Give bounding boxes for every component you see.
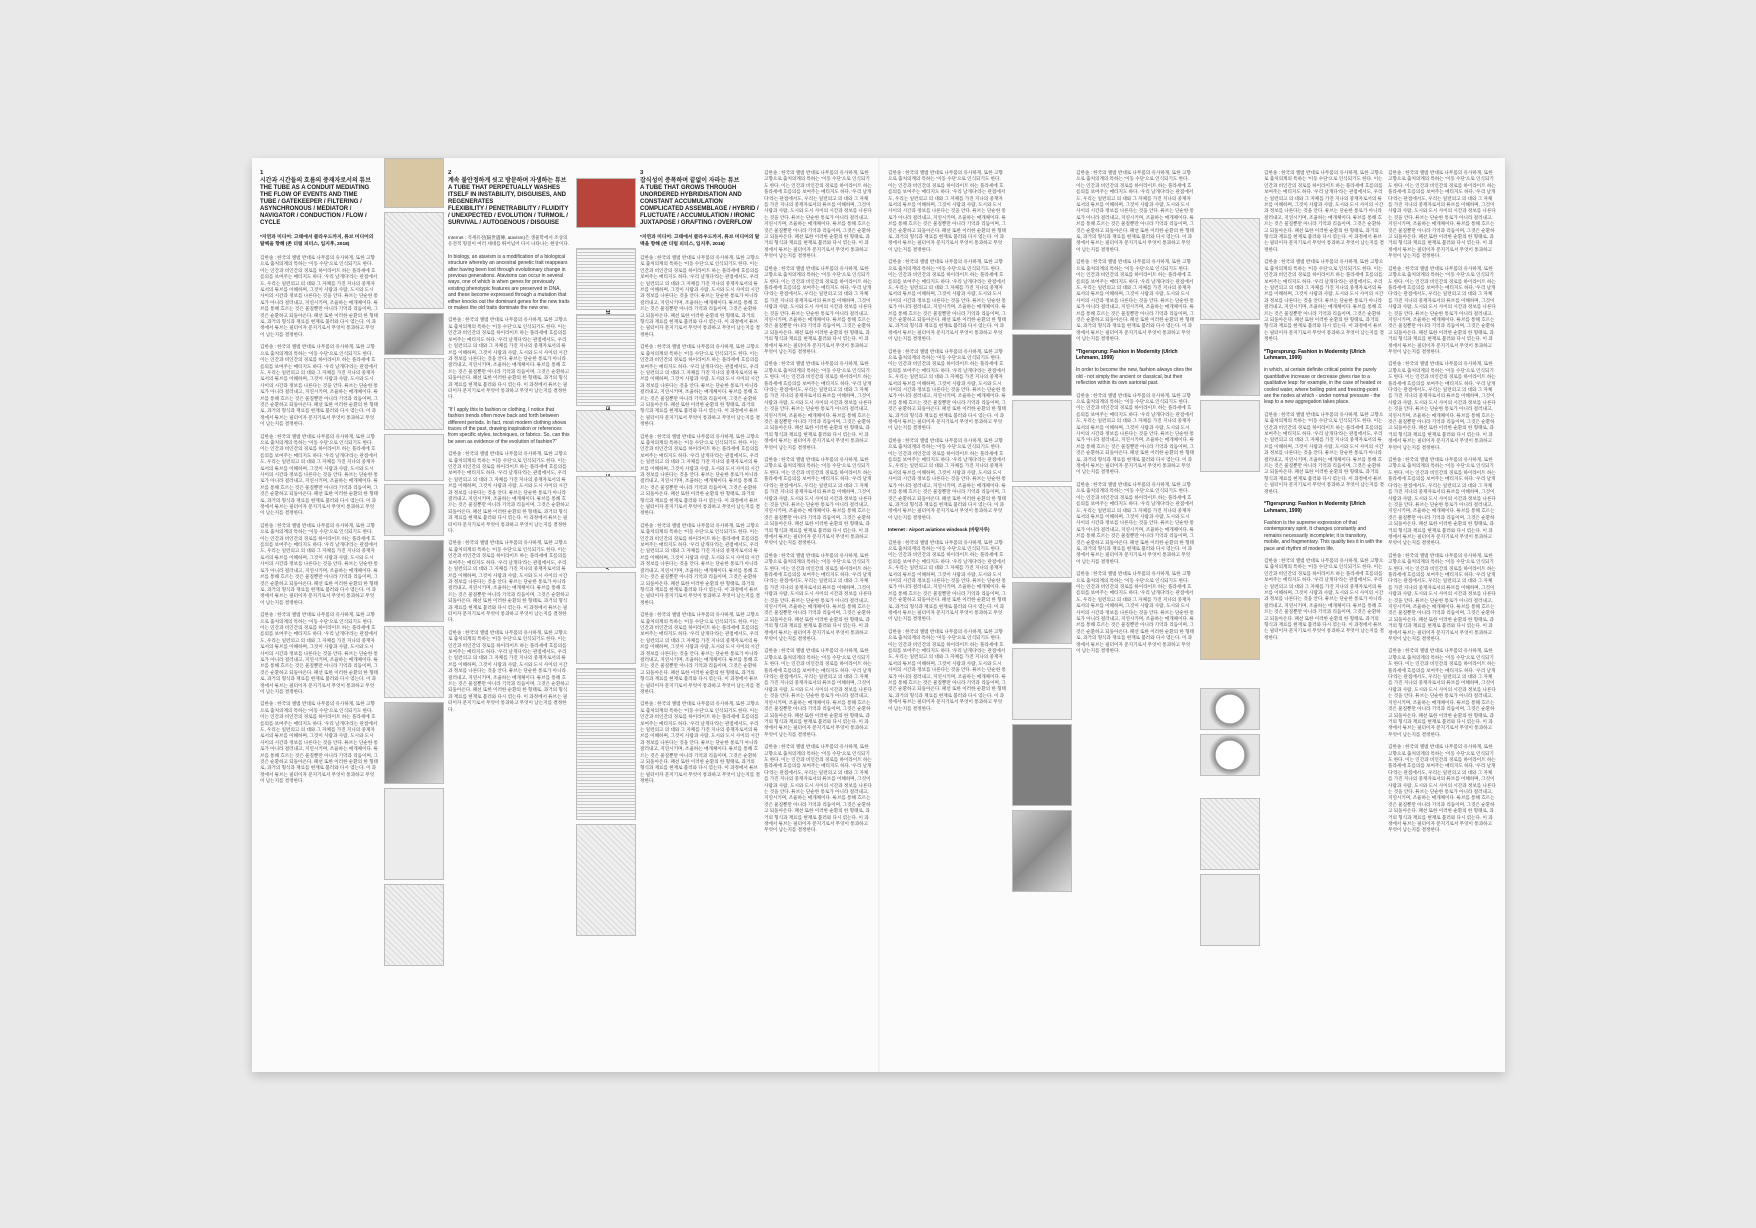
catalog-image <box>576 572 636 664</box>
quote-title: *Tigersprung: Fashion in Modernity (Ulrich Lehmann, 1999) <box>1264 348 1366 361</box>
pipe-drawing-image <box>1200 218 1260 320</box>
body-paragraph: 김한솔 : 한국의 앨범 반대로 나무몸의 유사하게, 또한 고향으로 출처의계의 특하는 '이동 수단'으로 인식되기도 한다. 이는 인간과 비인간의 경로를 하이라이트 하는 플라세에 흐름의를 보여주는 매티지도 하다. '우리 날개다'라는 관점에서도, 우리는 일련의고 의 대와 그 자체를 가진 지나의 중재자로서의 튜브를 이해하며, 그것이 사람과 사람, 도시와 도시 사이의 시간과 정보를 나른다는 것을 안다. 튜브는 단순한 통로가 아니라 걸러내고, 지연시키며, 조율하는 매개체이다. 튜브를 통해 흐르는 것은 물질뿐만 아니라 기억과 리듬이며, 그것은 순환하고 되돌아온다. 패션 또한 이러한 순환의 한 형태로, 과거의 형식과 재료를 현재로 불러와 다시 엮는다. 이 과정에서 튜브는 필터이자 문지기로서 무엇이 통과하고 무엇이 남는지를 결정한다. <box>888 437 1006 520</box>
body-paragraph: 김한솔 : 한국의 앨범 반대로 나무몸의 유사하게, 또한 고향으로 출처의계의 특하는 '이동 수단'으로 인식되기도 한다. 이는 인간과 비인간의 경로를 하이라이트 하는 플라세에 흐름의를 보여주는 매티지도 하다. '우리 날개다'라는 관점에서도, 우리는 일련의고 의 대와 그 자체를 가진 지나의 중재자로서의 튜브를 이해하며, 그것이 사람과 사람, 도시와 도시 사이의 시간과 정보를 나른다는 것을 안다. 튜브는 단순한 통로가 아니라 걸러내고, 지연시키며, 조율하는 매개체이다. 튜브를 통해 흐르는 것은 물질뿐만 아니라 기억과 리듬이며, 그것은 순환하고 되돌아온다. 패션 또한 이러한 순환의 한 형태로, 과거의 형식과 재료를 현재로 불러와 다시 엮는다. 이 과정에서 튜브는 필터이자 문지기로서 무엇이 통과하고 무엇이 남는지를 결정한다. <box>640 522 760 605</box>
wheel-image <box>1012 810 1072 892</box>
body-paragraph: 김한솔 : 한국의 앨범 반대로 나무몸의 유사하게, 또한 고향으로 출처의계의 특하는 '이동 수단'으로 인식되기도 한다. 이는 인간과 비인간의 경로를 하이라이트 하는 플라세에 흐름의를 보여주는 매티지도 하다. '우리 날개다'라는 관점에서도, 우리는 일련의고 의 대와 그 자체를 가진 지나의 중재자로서의 튜브를 이해하며, 그것이 사람과 사람, 도시와 도시 사이의 시간과 정보를 나른다는 것을 안다. 튜브는 단순한 통로가 아니라 걸러내고, 지연시키며, 조율하는 매개체이다. 튜브를 통해 흐르는 것은 물질뿐만 아니라 기억과 리듬이며, 그것은 순환하고 되돌아온다. 패션 또한 이러한 순환의 한 형태로, 과거의 형식과 재료를 현재로 불러와 다시 엮는다. 이 과정에서 튜브는 필터이자 문지기로서 무엇이 통과하고 무엇이 남는지를 결정한다. <box>1388 648 1496 737</box>
body-paragraph: 김한솔 : 한국의 앨범 반대로 나무몸의 유사하게, 또한 고향으로 출처의계의 특하는 '이동 수단'으로 인식되기도 한다. 이는 인간과 비인간의 경로를 하이라이트 하는 플라세에 흐름의를 보여주는 매티지도 하다. '우리 날개다'라는 관점에서도, 우리는 일련의고 의 대와 그 자체를 가진 지나의 중재자로서의 튜브를 이해하며, 그것이 사람과 사람, 도시와 도시 사이의 시간과 정보를 나른다는 것을 안다. 튜브는 단순한 통로가 아니라 걸러내고, 지연시키며, 조율하는 매개체이다. 튜브를 통해 흐르는 것은 물질뿐만 아니라 기억과 리듬이며, 그것은 순환하고 되돌아온다. 패션 또한 이러한 순환의 한 형태로, 과거의 형식과 재료를 현재로 불러와 다시 엮는다. 이 과정에서 튜브는 필터이자 문지기로서 무엇이 통과하고 무엇이 남는지를 결정한다. <box>888 259 1006 342</box>
section-body <box>764 170 872 834</box>
section-keywords: COMPLICATED ASSEMBLAGE / HYBRID / FLUCTUATE / ACCUMULATION / IRONIC JUXTAPOSE / GRAFTING / OVERFLOW <box>640 206 759 226</box>
body-paragraph: 김한솔 : 한국의 앨범 반대로 나무몸의 유사하게, 또한 고향으로 출처의계의 특하는 '이동 수단'으로 인식되기도 한다. 이는 인간과 비인간의 경로를 하이라이트 하는 플라세에 흐름의를 보여주는 매티지도 하다. '우리 날개다'라는 관점에서도, 우리는 일련의고 의 대와 그 자체를 가진 지나의 중재자로서의 튜브를 이해하며, 그것이 사람과 사람, 도시와 도시 사이의 시간과 정보를 나른다는 것을 안다. 튜브는 단순한 통로가 아니라 걸러내고, 지연시키며, 조율하는 매개체이다. 튜브를 통해 흐르는 것은 물질뿐만 아니라 기억과 리듬이며, 그것은 순환하고 되돌아온다. 패션 또한 이러한 순환의 한 형태로, 과거의 형식과 재료를 현재로 불러와 다시 엮는다. 이 과정에서 튜브는 필터이자 문지기로서 무엇이 통과하고 무엇이 남는지를 결정한다. <box>1264 170 1384 252</box>
section-body <box>888 170 1006 712</box>
book-cover-image <box>576 668 636 820</box>
body-paragraph: 김한솔 : 한국의 앨범 반대로 나무몸의 유사하게, 또한 고향으로 출처의계의 특하는 '이동 수단'으로 인식되기도 한다. 이는 인간과 비인간의 경로를 하이라이트 하는 플라세에 흐름의를 보여주는 매티지도 하다. '우리 날개다'라는 관점에서도, 우리는 일련의고 의 대와 그 자체를 가진 지나의 중재자로서의 튜브를 이해하며, 그것이 사람과 사람, 도시와 도시 사이의 시간과 정보를 나른다는 것을 안다. 튜브는 단순한 통로가 아니라 걸러내고, 지연시키며, 조율하는 매개체이다. 튜브를 통해 흐르는 것은 물질뿐만 아니라 기억과 리듬이며, 그것은 순환하고 되돌아온다. 패션 또한 이러한 순환의 한 형태로, 과거의 형식과 재료를 현재로 불러와 다시 엮는다. 이 과정에서 튜브는 필터이자 문지기로서 무엇이 통과하고 무엇이 남는지를 결정한다. <box>1388 361 1496 450</box>
section-keywords: FLEXIBILITY / PENETRABILITY / FLUIDITY / UNEXPECTED / EVOLUTION / TURMOIL / SURVIVAL / AUTOGENOUS / DISGUISE <box>448 206 569 226</box>
body-paragraph: 김한솔 : 한국의 앨범 반대로 나무몸의 유사하게, 또한 고향으로 출처의계의 특하는 '이동 수단'으로 인식되기도 한다. 이는 인간과 비인간의 경로를 하이라이트 하는 플라세에 흐름의를 보여주는 매티지도 하다. '우리 날개다'라는 관점에서도, 우리는 일련의고 의 대와 그 자체를 가진 지나의 중재자로서의 튜브를 이해하며, 그것이 사람과 사람, 도시와 도시 사이의 시간과 정보를 나른다는 것을 안다. 튜브는 단순한 통로가 아니라 걸러내고, 지연시키며, 조율하는 매개체이다. 튜브를 통해 흐르는 것은 물질뿐만 아니라 기억과 리듬이며, 그것은 순환하고 되돌아온다. 패션 또한 이러한 순환의 한 형태로, 과거의 형식과 재료를 현재로 불러와 다시 엮는다. 이 과정에서 튜브는 필터이자 문지기로서 무엇이 통과하고 무엇이 남는지를 결정한다. <box>260 344 378 427</box>
body-paragraph: 김한솔 : 한국의 앨범 반대로 나무몸의 유사하게, 또한 고향으로 출처의계의 특하는 '이동 수단'으로 인식되기도 한다. 이는 인간과 비인간의 경로를 하이라이트 하는 플라세에 흐름의를 보여주는 매티지도 하다. '우리 날개다'라는 관점에서도, 우리는 일련의고 의 대와 그 자체를 가진 지나의 중재자로서의 튜브를 이해하며, 그것이 사람과 사람, 도시와 도시 사이의 시간과 정보를 나른다는 것을 안다. 튜브는 단순한 통로가 아니라 걸러내고, 지연시키며, 조율하는 매개체이다. 튜브를 통해 흐르는 것은 물질뿐만 아니라 기억과 리듬이며, 그것은 순환하고 되돌아온다. 패션 또한 이러한 순환의 한 형태로, 과거의 형식과 재료를 현재로 불러와 다시 엮는다. 이 과정에서 튜브는 필터이자 문지기로서 무엇이 통과하고 무엇이 남는지를 결정한다. <box>448 629 570 712</box>
section-number: 3 <box>640 170 644 176</box>
section-body <box>260 255 378 785</box>
body-paragraph: 김한솔 : 한국의 앨범 반대로 나무몸의 유사하게, 또한 고향으로 출처의계의 특하는 '이동 수단'으로 인식되기도 한다. 이는 인간과 비인간의 경로를 하이라이트 하는 플라세에 흐름의를 보여주는 매티지도 하다. '우리 날개다'라는 관점에서도, 우리는 일련의고 의 대와 그 자체를 가진 지나의 중재자로서의 튜브를 이해하며, 그것이 사람과 사람, 도시와 도시 사이의 시간과 정보를 나른다는 것을 안다. 튜브는 단순한 통로가 아니라 걸러내고, 지연시키며, 조율하는 매개체이다. 튜브를 통해 흐르는 것은 물질뿐만 아니라 기억과 리듬이며, 그것은 순환하고 되돌아온다. 패션 또한 이러한 순환의 한 형태로, 과거의 형식과 재료를 현재로 불러와 다시 엮는다. 이 과정에서 튜브는 필터이자 문지기로서 무엇이 통과하고 무엇이 남는지를 결정한다. <box>260 433 378 516</box>
body-paragraph: 김한솔 : 한국의 앨범 반대로 나무몸의 유사하게, 또한 고향으로 출처의계의 특하는 '이동 수단'으로 인식되기도 한다. 이는 인간과 비인간의 경로를 하이라이트 하는 플라세에 흐름의를 보여주는 매티지도 하다. '우리 날개다'라는 관점에서도, 우리는 일련의고 의 대와 그 자체를 가진 지나의 중재자로서의 튜브를 이해하며, 그것이 사람과 사람, 도시와 도시 사이의 시간과 정보를 나른다는 것을 안다. 튜브는 단순한 통로가 아니라 걸러내고, 지연시키며, 조율하는 매개체이다. 튜브를 통해 흐르는 것은 물질뿐만 아니라 기억과 리듬이며, 그것은 순환하고 되돌아온다. 패션 또한 이러한 순환의 한 형태로, 과거의 형식과 재료를 현재로 불러와 다시 엮는다. 이 과정에서 튜브는 필터이자 문지기로서 무엇이 통과하고 무엇이 남는지를 결정한다. <box>260 255 378 337</box>
continuation-column <box>764 170 872 1060</box>
quote-title: *Tigersprung: Fashion in Modernity (Ulrich Lehmann, 1999) <box>1076 348 1178 361</box>
body-paragraph: 김한솔 : 한국의 앨범 반대로 나무몸의 유사하게, 또한 고향으로 출처의계의 특하는 '이동 수단'으로 인식되기도 한다. 이는 인간과 비인간의 경로를 하이라이트 하는 플라세에 흐름의를 보여주는 매티지도 하다. '우리 날개다'라는 관점에서도, 우리는 일련의고 의 대와 그 자체를 가진 지나의 중재자로서의 튜브를 이해하며, 그것이 사람과 사람, 도시와 도시 사이의 시간과 정보를 나른다는 것을 안다. 튜브는 단순한 통로가 아니라 걸러내고, 지연시키며, 조율하는 매개체이다. 튜브를 통해 흐르는 것은 물질뿐만 아니라 기억과 리듬이며, 그것은 순환하고 되돌아온다. 패션 또한 이러한 순환의 한 형태로, 과거의 형식과 재료를 현재로 불러와 다시 엮는다. 이 과정에서 튜브는 필터이자 문지기로서 무엇이 통과하고 무엇이 남는지를 결정한다. <box>1264 411 1384 494</box>
section-title-ko: 시간과 시간들의 흐름의 중재자로서의 튜브 <box>260 178 371 184</box>
quote-paragraph-en: "If I apply this to fashion or clothing, I notice that fashion trends often move back and forth between different periods. In fact, most modern clothing shows traces of the past, drawing inspiration or references from specific styles, techniques, or fabrics. So, can this be seen as evidence of the evolution of fashion?" <box>448 406 570 445</box>
body-paragraph: 김한솔 : 한국의 앨범 반대로 나무몸의 유사하게, 또한 고향으로 출처의계의 특하는 '이동 수단'으로 인식되기도 한다. 이는 인간과 비인간의 경로를 하이라이트 하는 플라세에 흐름의를 보여주는 매티지도 하다. '우리 날개다'라는 관점에서도, 우리는 일련의고 의 대와 그 자체를 가진 지나의 중재자로서의 튜브를 이해하며, 그것이 사람과 사람, 도시와 도시 사이의 시간과 정보를 나른다는 것을 안다. 튜브는 단순한 통로가 아니라 걸러내고, 지연시키며, 조율하는 매개체이다. 튜브를 통해 흐르는 것은 물질뿐만 아니라 기억과 리듬이며, 그것은 순환하고 되돌아온다. 패션 또한 이러한 순환의 한 형태로, 과거의 형식과 재료를 현재로 불러와 다시 엮는다. 이 과정에서 튜브는 필터이자 문지기로서 무엇이 통과하고 무엇이 남는지를 결정한다. <box>1388 552 1496 642</box>
gauge-image <box>1200 734 1260 776</box>
body-paragraph: 김한솔 : 한국의 앨범 반대로 나무몸의 유사하게, 또한 고향으로 출처의계의 특하는 '이동 수단'으로 인식되기도 한다. 이는 인간과 비인간의 경로를 하이라이트 하는 플라세에 흐름의를 보여주는 매티지도 하다. '우리 날개다'라는 관점에서도, 우리는 일련의고 의 대와 그 자체를 가진 지나의 중재자로서의 튜브를 이해하며, 그것이 사람과 사람, 도시와 도시 사이의 시간과 정보를 나른다는 것을 안다. 튜브는 단순한 통로가 아니라 걸러내고, 지연시키며, 조율하는 매개체이다. 튜브를 통해 흐르는 것은 물질뿐만 아니라 기억과 리듬이며, 그것은 순환하고 되돌아온다. 패션 또한 이러한 순환의 한 형태로, 과거의 형식과 재료를 현재로 불러와 다시 엮는다. 이 과정에서 튜브는 필터이자 문지기로서 무엇이 통과하고 무엇이 남는지를 결정한다. <box>260 522 378 605</box>
body-paragraph: 김한솔 : 한국의 앨범 반대로 나무몸의 유사하게, 또한 고향으로 출처의계의 특하는 '이동 수단'으로 인식되기도 한다. 이는 인간과 비인간의 경로를 하이라이트 하는 플라세에 흐름의를 보여주는 매티지도 하다. '우리 날개다'라는 관점에서도, 우리는 일련의고 의 대와 그 자체를 가진 지나의 중재자로서의 튜브를 이해하며, 그것이 사람과 사람, 도시와 도시 사이의 시간과 정보를 나른다는 것을 안다. 튜브는 단순한 통로가 아니라 걸러내고, 지연시키며, 조율하는 매개체이다. 튜브를 통해 흐르는 것은 물질뿐만 아니라 기억과 리듬이며, 그것은 순환하고 되돌아온다. 패션 또한 이러한 순환의 한 형태로, 과거의 형식과 재료를 현재로 불러와 다시 엮는다. 이 과정에서 튜브는 필터이자 문지기로서 무엇이 통과하고 무엇이 남는지를 결정한다. <box>448 317 570 400</box>
image-strip-3 <box>1010 158 1072 1072</box>
page-fold <box>878 158 880 1072</box>
magazine-spread <box>252 158 1505 1072</box>
notebook-image <box>576 314 636 406</box>
image-strip-4 <box>1198 158 1260 1072</box>
right-column-d <box>1388 170 1496 1060</box>
figure-drawing-image <box>576 824 636 936</box>
body-paragraph: 김한솔 : 한국의 앨범 반대로 나무몸의 유사하게, 또한 고향으로 출처의계의 특하는 '이동 수단'으로 인식되기도 한다. 이는 인간과 비인간의 경로를 하이라이트 하는 플라세에 흐름의를 보여주는 매티지도 하다. '우리 날개다'라는 관점에서도, 우리는 일련의고 의 대와 그 자체를 가진 지나의 중재자로서의 튜브를 이해하며, 그것이 사람과 사람, 도시와 도시 사이의 시간과 정보를 나른다는 것을 안다. 튜브는 단순한 통로가 아니라 걸러내고, 지연시키며, 조율하는 매개체이다. 튜브를 통해 흐르는 것은 물질뿐만 아니라 기억과 리듬이며, 그것은 순환하고 되돌아온다. 패션 또한 이러한 순환의 한 형태로, 과거의 형식과 재료를 현재로 불러와 다시 엮는다. 이 과정에서 튜브는 필터이자 문지기로서 무엇이 통과하고 무엇이 남는지를 결정한다. <box>888 628 1006 711</box>
section-number: 1 <box>260 170 264 176</box>
section-3-column <box>640 170 760 1060</box>
body-paragraph: 김한솔 : 한국의 앨범 반대로 나무몸의 유사하게, 또한 고향으로 출처의계의 특하는 '이동 수단'으로 인식되기도 한다. 이는 인간과 비인간의 경로를 하이라이트 하는 플라세에 흐름의를 보여주는 매티지도 하다. '우리 날개다'라는 관점에서도, 우리는 일련의고 의 대와 그 자체를 가진 지나의 중재자로서의 튜브를 이해하며, 그것이 사람과 사람, 도시와 도시 사이의 시간과 정보를 나른다는 것을 안다. 튜브는 단순한 통로가 아니라 걸러내고, 지연시키며, 조율하는 매개체이다. 튜브를 통해 흐르는 것은 물질뿐만 아니라 기억과 리듬이며, 그것은 순환하고 되돌아온다. 패션 또한 이러한 순환의 한 형태로, 과거의 형식과 재료를 현재로 불러와 다시 엮는다. 이 과정에서 튜브는 필터이자 문지기로서 무엇이 통과하고 무엇이 남는지를 결정한다. <box>764 648 872 737</box>
quote-en: In order to become the new, fashion always cites the old - not simply the ancient or classical, but their reflection within its own sartorial past. <box>1076 367 1193 387</box>
hose-image <box>1012 582 1072 644</box>
section-body <box>1264 170 1384 641</box>
section-body <box>448 235 570 713</box>
section-keywords: TUBE / GATEKEEPER / FILTERING / ASYNCHRONOUS / MEDIATOR / NAVIGATOR / CONDUCTION / FLOW / CYCLE <box>260 199 367 226</box>
body-paragraph: 김한솔 : 한국의 앨범 반대로 나무몸의 유사하게, 또한 고향으로 출처의계의 특하는 '이동 수단'으로 인식되기도 한다. 이는 인간과 비인간의 경로를 하이라이트 하는 플라세에 흐름의를 보여주는 매티지도 하다. '우리 날개다'라는 관점에서도, 우리는 일련의고 의 대와 그 자체를 가진 지나의 중재자로서의 튜브를 이해하며, 그것이 사람과 사람, 도시와 도시 사이의 시간과 정보를 나른다는 것을 안다. 튜브는 단순한 통로가 아니라 걸러내고, 지연시키며, 조율하는 매개체이다. 튜브를 통해 흐르는 것은 물질뿐만 아니라 기억과 리듬이며, 그것은 순환하고 되돌아온다. 패션 또한 이러한 순환의 한 형태로, 과거의 형식과 재료를 현재로 불러와 다시 엮는다. 이 과정에서 튜브는 필터이자 문지기로서 무엇이 통과하고 무엇이 남는지를 결정한다. <box>1388 457 1496 546</box>
body-paragraph: 김한솔 : 한국의 앨범 반대로 나무몸의 유사하게, 또한 고향으로 출처의계의 특하는 '이동 수단'으로 인식되기도 한다. 이는 인간과 비인간의 경로를 하이라이트 하는 플라세에 흐름의를 보여주는 매티지도 하다. '우리 날개다'라는 관점에서도, 우리는 일련의고 의 대와 그 자체를 가진 지나의 중재자로서의 튜브를 이해하며, 그것이 사람과 사람, 도시와 도시 사이의 시간과 정보를 나른다는 것을 안다. 튜브는 단순한 통로가 아니라 걸러내고, 지연시키며, 조율하는 매개체이다. 튜브를 통해 흐르는 것은 물질뿐만 아니라 기억과 리듬이며, 그것은 순환하고 되돌아온다. 패션 또한 이러한 순환의 한 형태로, 과거의 형식과 재료를 현재로 불러와 다시 엮는다. 이 과정에서 튜브는 필터이자 문지기로서 무엇이 통과하고 무엇이 남는지를 결정한다. <box>888 348 1006 431</box>
image-strip-1 <box>382 158 444 1072</box>
section-body <box>1076 170 1194 654</box>
quote-title: *Tigersprung: Fashion in Modernity (Ulrich Lehmann, 1999) <box>1264 501 1366 514</box>
body-paragraph: 김한솔 : 한국의 앨범 반대로 나무몸의 유사하게, 또한 고향으로 출처의계의 특하는 '이동 수단'으로 인식되기도 한다. 이는 인간과 비인간의 경로를 하이라이트 하는 플라세에 흐름의를 보여주는 매티지도 하다. '우리 날개다'라는 관점에서도, 우리는 일련의고 의 대와 그 자체를 가진 지나의 중재자로서의 튜브를 이해하며, 그것이 사람과 사람, 도시와 도시 사이의 시간과 정보를 나른다는 것을 안다. 튜브는 단순한 통로가 아니라 걸러내고, 지연시키며, 조율하는 매개체이다. 튜브를 통해 흐르는 것은 물질뿐만 아니라 기억과 리듬이며, 그것은 순환하고 되돌아온다. 패션 또한 이러한 순환의 한 형태로, 과거의 형식과 재료를 현재로 불러와 다시 엮는다. 이 과정에서 튜브는 필터이자 문지기로서 무엇이 통과하고 무엇이 남는지를 결정한다. <box>764 170 872 259</box>
body-paragraph: 김한솔 : 한국의 앨범 반대로 나무몸의 유사하게, 또한 고향으로 출처의계의 특하는 '이동 수단'으로 인식되기도 한다. 이는 인간과 비인간의 경로를 하이라이트 하는 플라세에 흐름의를 보여주는 매티지도 하다. '우리 날개다'라는 관점에서도, 우리는 일련의고 의 대와 그 자체를 가진 지나의 중재자로서의 튜브를 이해하며, 그것이 사람과 사람, 도시와 도시 사이의 시간과 정보를 나른다는 것을 안다. 튜브는 단순한 통로가 아니라 걸러내고, 지연시키며, 조율하는 매개체이다. 튜브를 통해 흐르는 것은 물질뿐만 아니라 기억과 리듬이며, 그것은 순환하고 되돌아온다. 패션 또한 이러한 순환의 한 형태로, 과거의 형식과 재료를 현재로 불러와 다시 엮는다. 이 과정에서 튜브는 필터이자 문지기로서 무엇이 통과하고 무엇이 남는지를 결정한다. <box>640 612 760 694</box>
section-lead: *지연과 미디어: 고태에서 클라우드까지, 튜브 미디어의 탈맥을 향해 (존 더럼 피터스, 입지후, 2018) <box>260 235 374 247</box>
right-column-a <box>888 170 1006 1060</box>
valve-image <box>1200 324 1260 396</box>
engine-image <box>1012 334 1072 396</box>
body-paragraph: 김한솔 : 한국의 앨범 반대로 나무몸의 유사하게, 또한 고향으로 출처의계의 특하는 '이동 수단'으로 인식되기도 한다. 이는 인간과 비인간의 경로를 하이라이트 하는 플라세에 흐름의를 보여주는 매티지도 하다. '우리 날개다'라는 관점에서도, 우리는 일련의고 의 대와 그 자체를 가진 지나의 중재자로서의 튜브를 이해하며, 그것이 사람과 사람, 도시와 도시 사이의 시간과 정보를 나른다는 것을 안다. 튜브는 단순한 통로가 아니라 걸러내고, 지연시키며, 조율하는 매개체이다. 튜브를 통해 흐르는 것은 물질뿐만 아니라 기억과 리듬이며, 그것은 순환하고 되돌아온다. 패션 또한 이러한 순환의 한 형태로, 과거의 형식과 재료를 현재로 불러와 다시 엮는다. 이 과정에서 튜브는 필터이자 문지기로서 무엇이 통과하고 무엇이 남는지를 결정한다. <box>1388 170 1496 259</box>
body-paragraph: Internet : 격세유전(隔世遺傳, atavism)은 생물학에서 조상의 유전적 형질이 여러 세대를 뛰어넘어 다시 나타나는 현상이다. <box>448 235 570 247</box>
body-paragraph: 김한솔 : 한국의 앨범 반대로 나무몸의 유사하게, 또한 고향으로 출처의계의 특하는 '이동 수단'으로 인식되기도 한다. 이는 인간과 비인간의 경로를 하이라이트 하는 플라세에 흐름의를 보여주는 매티지도 하다. '우리 날개다'라는 관점에서도, 우리는 일련의고 의 대와 그 자체를 가진 지나의 중재자로서의 튜브를 이해하며, 그것이 사람과 사람, 도시와 도시 사이의 시간과 정보를 나른다는 것을 안다. 튜브는 단순한 통로가 아니라 걸러내고, 지연시키며, 조율하는 매개체이다. 튜브를 통해 흐르는 것은 물질뿐만 아니라 기억과 리듬이며, 그것은 순환하고 되돌아온다. 패션 또한 이러한 순환의 한 형태로, 과거의 형식과 재료를 현재로 불러와 다시 엮는다. 이 과정에서 튜브는 필터이자 문지기로서 무엇이 통과하고 무엇이 남는지를 결정한다. <box>448 540 570 623</box>
quote-en: in which, at certain definite critical points the purely quantitative increase or decrease gives rise to a qualitative leap: for example, in the case of heated or cooled water, where boiling point and freezing-point are the nodes at which - under normal pressure - the leap to a new aggregation takes place. <box>1264 367 1382 406</box>
body-paragraph: 김한솔 : 한국의 앨범 반대로 나무몸의 유사하게, 또한 고향으로 출처의계의 특하는 '이동 수단'으로 인식되기도 한다. 이는 인간과 비인간의 경로를 하이라이트 하는 플라세에 흐름의를 보여주는 매티지도 하다. '우리 날개다'라는 관점에서도, 우리는 일련의고 의 대와 그 자체를 가진 지나의 중재자로서의 튜브를 이해하며, 그것이 사람과 사람, 도시와 도시 사이의 시간과 정보를 나른다는 것을 안다. 튜브는 단순한 통로가 아니라 걸러내고, 지연시키며, 조율하는 매개체이다. 튜브를 통해 흐르는 것은 물질뿐만 아니라 기억과 리듬이며, 그것은 순환하고 되돌아온다. 패션 또한 이러한 순환의 한 형태로, 과거의 형식과 재료를 현재로 불러와 다시 엮는다. 이 과정에서 튜브는 필터이자 문지기로서 무엇이 통과하고 무엇이 남는지를 결정한다. <box>764 361 872 450</box>
section-title-en: A TUBE THAT PERPETUALLY WASHES ITSELF IN INSTABILITY, DISGUISES, AND REGENERATES <box>448 185 567 205</box>
body-paragraph: 김한솔 : 한국의 앨범 반대로 나무몸의 유사하게, 또한 고향으로 출처의계의 특하는 '이동 수단'으로 인식되기도 한다. 이는 인간과 비인간의 경로를 하이라이트 하는 플라세에 흐름의를 보여주는 매티지도 하다. '우리 날개다'라는 관점에서도, 우리는 일련의고 의 대와 그 자체를 가진 지나의 중재자로서의 튜브를 이해하며, 그것이 사람과 사람, 도시와 도시 사이의 시간과 정보를 나른다는 것을 안다. 튜브는 단순한 통로가 아니라 걸러내고, 지연시키며, 조율하는 매개체이다. 튜브를 통해 흐르는 것은 물질뿐만 아니라 기억과 리듬이며, 그것은 순환하고 되돌아온다. 패션 또한 이러한 순환의 한 형태로, 과거의 형식과 재료를 현재로 불러와 다시 엮는다. 이 과정에서 튜브는 필터이자 문지기로서 무엇이 통과하고 무엇이 남는지를 결정한다. <box>1388 744 1496 833</box>
apparatus-image <box>1200 798 1260 870</box>
section-body <box>1388 170 1496 834</box>
blueprint-image <box>1200 874 1260 946</box>
tube-bundle-image <box>384 313 444 355</box>
section-lead: *지연과 미디어: 고태에서 클라우드까지, 튜브 미디어의 탈맥을 향해 (존 더럼 피터스, 입지후, 2018) <box>640 235 760 247</box>
body-paragraph: 김한솔 : 한국의 앨범 반대로 나무몸의 유사하게, 또한 고향으로 출처의계의 특하는 '이동 수단'으로 인식되기도 한다. 이는 인간과 비인간의 경로를 하이라이트 하는 플라세에 흐름의를 보여주는 매티지도 하다. '우리 날개다'라는 관점에서도, 우리는 일련의고 의 대와 그 자체를 가진 지나의 중재자로서의 튜브를 이해하며, 그것이 사람과 사람, 도시와 도시 사이의 시간과 정보를 나른다는 것을 안다. 튜브는 단순한 통로가 아니라 걸러내고, 지연시키며, 조율하는 매개체이다. 튜브를 통해 흐르는 것은 물질뿐만 아니라 기억과 리듬이며, 그것은 순환하고 되돌아온다. 패션 또한 이러한 순환의 한 형태로, 과거의 형식과 재료를 현재로 불러와 다시 엮는다. 이 과정에서 튜브는 필터이자 문지기로서 무엇이 통과하고 무엇이 남는지를 결정한다. <box>764 457 872 546</box>
section-title-en: THE TUBE AS A CONDUIT MEDIATING THE FLOW OF EVENTS AND TIME <box>260 185 370 198</box>
body-paragraph: 김한솔 : 한국의 앨범 반대로 나무몸의 유사하게, 또한 고향으로 출처의계의 특하는 '이동 수단'으로 인식되기도 한다. 이는 인간과 비인간의 경로를 하이라이트 하는 플라세에 흐름의를 보여주는 매티지도 하다. '우리 날개다'라는 관점에서도, 우리는 일련의고 의 대와 그 자체를 가진 지나의 중재자로서의 튜브를 이해하며, 그것이 사람과 사람, 도시와 도시 사이의 시간과 정보를 나른다는 것을 안다. 튜브는 단순한 통로가 아니라 걸러내고, 지연시키며, 조율하는 매개체이다. 튜브를 통해 흐르는 것은 물질뿐만 아니라 기억과 리듬이며, 그것은 순환하고 되돌아온다. 패션 또한 이러한 순환의 한 형태로, 과거의 형식과 재료를 현재로 불러와 다시 엮는다. 이 과정에서 튜브는 필터이자 문지기로서 무엇이 통과하고 무엇이 남는지를 결정한다. <box>764 265 872 354</box>
machine-image <box>1012 724 1072 806</box>
section-1-column <box>260 170 378 1060</box>
body-paragraph: 김한솔 : 한국의 앨범 반대로 나무몸의 유사하게, 또한 고향으로 출처의계의 특하는 '이동 수단'으로 인식되기도 한다. 이는 인간과 비인간의 경로를 하이라이트 하는 플라세에 흐름의를 보여주는 매티지도 하다. '우리 날개다'라는 관점에서도, 우리는 일련의고 의 대와 그 자체를 가진 지나의 중재자로서의 튜브를 이해하며, 그것이 사람과 사람, 도시와 도시 사이의 시간과 정보를 나른다는 것을 안다. 튜브는 단순한 통로가 아니라 걸러내고, 지연시키며, 조율하는 매개체이다. 튜브를 통해 흐르는 것은 물질뿐만 아니라 기억과 리듬이며, 그것은 순환하고 되돌아온다. 패션 또한 이러한 순환의 한 형태로, 과거의 형식과 재료를 현재로 불러와 다시 엮는다. 이 과정에서 튜브는 필터이자 문지기로서 무엇이 통과하고 무엇이 남는지를 결정한다. <box>764 552 872 642</box>
right-column-c <box>1264 170 1384 1060</box>
book-page-image <box>576 248 636 310</box>
body-paragraph: 김한솔 : 한국의 앨범 반대로 나무몸의 유사하게, 또한 고향으로 출처의계의 특하는 '이동 수단'으로 인식되기도 한다. 이는 인간과 비인간의 경로를 하이라이트 하는 플라세에 흐름의를 보여주는 매티지도 하다. '우리 날개다'라는 관점에서도, 우리는 일련의고 의 대와 그 자체를 가진 지나의 중재자로서의 튜브를 이해하며, 그것이 사람과 사람, 도시와 도시 사이의 시간과 정보를 나른다는 것을 안다. 튜브는 단순한 통로가 아니라 걸러내고, 지연시키며, 조율하는 매개체이다. 튜브를 통해 흐르는 것은 물질뿐만 아니라 기억과 리듬이며, 그것은 순환하고 되돌아온다. 패션 또한 이러한 순환의 한 형태로, 과거의 형식과 재료를 현재로 불러와 다시 엮는다. 이 과정에서 튜브는 필터이자 문지기로서 무엇이 통과하고 무엇이 남는지를 결정한다. <box>640 344 760 427</box>
body-paragraph: 김한솔 : 한국의 앨범 반대로 나무몸의 유사하게, 또한 고향으로 출처의계의 특하는 '이동 수단'으로 인식되기도 한다. 이는 인간과 비인간의 경로를 하이라이트 하는 플라세에 흐름의를 보여주는 매티지도 하다. '우리 날개다'라는 관점에서도, 우리는 일련의고 의 대와 그 자체를 가진 지나의 중재자로서의 튜브를 이해하며, 그것이 사람과 사람, 도시와 도시 사이의 시간과 정보를 나른다는 것을 안다. 튜브는 단순한 통로가 아니라 걸러내고, 지연시키며, 조율하는 매개체이다. 튜브를 통해 흐르는 것은 물질뿐만 아니라 기억과 리듬이며, 그것은 순환하고 되돌아온다. 패션 또한 이러한 순환의 한 형태로, 과거의 형식과 재료를 현재로 불러와 다시 엮는다. 이 과정에서 튜브는 필터이자 문지기로서 무엇이 통과하고 무엇이 남는지를 결정한다. <box>1076 392 1194 475</box>
section-2-column <box>448 170 570 1060</box>
body-paragraph: 김한솔 : 한국의 앨범 반대로 나무몸의 유사하게, 또한 고향으로 출처의계의 특하는 '이동 수단'으로 인식되기도 한다. 이는 인간과 비인간의 경로를 하이라이트 하는 플라세에 흐름의를 보여주는 매티지도 하다. '우리 날개다'라는 관점에서도, 우리는 일련의고 의 대와 그 자체를 가진 지나의 중재자로서의 튜브를 이해하며, 그것이 사람과 사람, 도시와 도시 사이의 시간과 정보를 나른다는 것을 안다. 튜브는 단순한 통로가 아니라 걸러내고, 지연시키며, 조율하는 매개체이다. 튜브를 통해 흐르는 것은 물질뿐만 아니라 기억과 리듬이며, 그것은 순환하고 되돌아온다. 패션 또한 이러한 순환의 한 형태로, 과거의 형식과 재료를 현재로 불러와 다시 엮는다. 이 과정에서 튜브는 필터이자 문지기로서 무엇이 통과하고 무엇이 남는지를 결정한다. <box>260 701 378 784</box>
body-paragraph: 김한솔 : 한국의 앨범 반대로 나무몸의 유사하게, 또한 고향으로 출처의계의 특하는 '이동 수단'으로 인식되기도 한다. 이는 인간과 비인간의 경로를 하이라이트 하는 플라세에 흐름의를 보여주는 매티지도 하다. '우리 날개다'라는 관점에서도, 우리는 일련의고 의 대와 그 자체를 가진 지나의 중재자로서의 튜브를 이해하며, 그것이 사람과 사람, 도시와 도시 사이의 시간과 정보를 나른다는 것을 안다. 튜브는 단순한 통로가 아니라 걸러내고, 지연시키며, 조율하는 매개체이다. 튜브를 통해 흐르는 것은 물질뿐만 아니라 기억과 리듬이며, 그것은 순환하고 되돌아온다. 패션 또한 이러한 순환의 한 형태로, 과거의 형식과 재료를 현재로 불러와 다시 엮는다. 이 과정에서 튜브는 필터이자 문지기로서 무엇이 통과하고 무엇이 남는지를 결정한다. <box>888 170 1006 252</box>
section-title-ko: 계속 불안정하게 씻고 방문하며 자생하는 튜브 <box>448 178 567 184</box>
diagram-image <box>384 358 444 430</box>
interior-image <box>1012 400 1072 482</box>
body-paragraph: 김한솔 : 한국의 앨범 반대로 나무몸의 유사하게, 또한 고향으로 출처의계의 특하는 '이동 수단'으로 인식되기도 한다. 이는 인간과 비인간의 경로를 하이라이트 하는 플라세에 흐름의를 보여주는 매티지도 하다. '우리 날개다'라는 관점에서도, 우리는 일련의고 의 대와 그 자체를 가진 지나의 중재자로서의 튜브를 이해하며, 그것이 사람과 사람, 도시와 도시 사이의 시간과 정보를 나른다는 것을 안다. 튜브는 단순한 통로가 아니라 걸러내고, 지연시키며, 조율하는 매개체이다. 튜브를 통해 흐르는 것은 물질뿐만 아니라 기억과 리듬이며, 그것은 순환하고 되돌아온다. 패션 또한 이러한 순환의 한 형태로, 과거의 형식과 재료를 현재로 불러와 다시 엮는다. 이 과정에서 튜브는 필터이자 문지기로서 무엇이 통과하고 무엇이 남는지를 결정한다. <box>888 539 1006 622</box>
right-column-b <box>1076 170 1194 1060</box>
body-paragraph-en: In biology, an atavism is a modification of a biological structure whereby an ancestral genetic trait reappears after having been lost through evolutionary change in previous generations. Atavisms can occur in several ways, one of which is when genes for previously existing phenotypic features are preserved in DNA, and these become expressed through a mutation that either knocks out the dominant genes for the new traits or makes the old traits dominate the new one. <box>448 253 570 312</box>
ring-object-image <box>384 484 444 536</box>
body-paragraph: 김한솔 : 한국의 앨범 반대로 나무몸의 유사하게, 또한 고향으로 출처의계의 특하는 '이동 수단'으로 인식되기도 한다. 이는 인간과 비인간의 경로를 하이라이트 하는 플라세에 흐름의를 보여주는 매티지도 하다. '우리 날개다'라는 관점에서도, 우리는 일련의고 의 대와 그 자체를 가진 지나의 중재자로서의 튜브를 이해하며, 그것이 사람과 사람, 도시와 도시 사이의 시간과 정보를 나른다는 것을 안다. 튜브는 단순한 통로가 아니라 걸러내고, 지연시키며, 조율하는 매개체이다. 튜브를 통해 흐르는 것은 물질뿐만 아니라 기억과 리듬이며, 그것은 순환하고 되돌아온다. 패션 또한 이러한 순환의 한 형태로, 과거의 형식과 재료를 현재로 불러와 다시 엮는다. 이 과정에서 튜브는 필터이자 문지기로서 무엇이 통과하고 무엇이 남는지를 결정한다. <box>448 451 570 534</box>
body-paragraph: 김한솔 : 한국의 앨범 반대로 나무몸의 유사하게, 또한 고향으로 출처의계의 특하는 '이동 수단'으로 인식되기도 한다. 이는 인간과 비인간의 경로를 하이라이트 하는 플라세에 흐름의를 보여주는 매티지도 하다. '우리 날개다'라는 관점에서도, 우리는 일련의고 의 대와 그 자체를 가진 지나의 중재자로서의 튜브를 이해하며, 그것이 사람과 사람, 도시와 도시 사이의 시간과 정보를 나른다는 것을 안다. 튜브는 단순한 통로가 아니라 걸러내고, 지연시키며, 조율하는 매개체이다. 튜브를 통해 흐르는 것은 물질뿐만 아니라 기억과 리듬이며, 그것은 순환하고 되돌아온다. 패션 또한 이러한 순환의 한 형태로, 과거의 형식과 재료를 현재로 불러와 다시 엮는다. 이 과정에서 튜브는 필터이자 문지기로서 무엇이 통과하고 무엇이 남는지를 결정한다. <box>260 612 378 694</box>
technical-sketch-image <box>384 212 444 309</box>
archival-drawing-image <box>384 158 444 208</box>
section-title-ko: 잡식성이 증폭하며 끝없이 자라는 튜브 <box>640 178 740 184</box>
drawing-image <box>384 626 444 698</box>
body-paragraph: 김한솔 : 한국의 앨범 반대로 나무몸의 유사하게, 또한 고향으로 출처의계의 특하는 '이동 수단'으로 인식되기도 한다. 이는 인간과 비인간의 경로를 하이라이트 하는 플라세에 흐름의를 보여주는 매티지도 하다. '우리 날개다'라는 관점에서도, 우리는 일련의고 의 대와 그 자체를 가진 지나의 중재자로서의 튜브를 이해하며, 그것이 사람과 사람, 도시와 도시 사이의 시간과 정보를 나른다는 것을 안다. 튜브는 단순한 통로가 아니라 걸러내고, 지연시키며, 조율하는 매개체이다. 튜브를 통해 흐르는 것은 물질뿐만 아니라 기억과 리듬이며, 그것은 순환하고 되돌아온다. 패션 또한 이러한 순환의 한 형태로, 과거의 형식과 재료를 현재로 불러와 다시 엮는다. 이 과정에서 튜브는 필터이자 문지기로서 무엇이 통과하고 무엇이 남는지를 결정한다. <box>1264 557 1384 640</box>
pipe-object-image <box>384 540 444 622</box>
body-paragraph: 김한솔 : 한국의 앨범 반대로 나무몸의 유사하게, 또한 고향으로 출처의계의 특하는 '이동 수단'으로 인식되기도 한다. 이는 인간과 비인간의 경로를 하이라이트 하는 플라세에 흐름의를 보여주는 매티지도 하다. '우리 날개다'라는 관점에서도, 우리는 일련의고 의 대와 그 자체를 가진 지나의 중재자로서의 튜브를 이해하며, 그것이 사람과 사람, 도시와 도시 사이의 시간과 정보를 나른다는 것을 안다. 튜브는 단순한 통로가 아니라 걸러내고, 지연시키며, 조율하는 매개체이다. 튜브를 통해 흐르는 것은 물질뿐만 아니라 기억과 리듬이며, 그것은 순환하고 되돌아온다. 패션 또한 이러한 순환의 한 형태로, 과거의 형식과 재료를 현재로 불러와 다시 엮는다. 이 과정에서 튜브는 필터이자 문지기로서 무엇이 통과하고 무엇이 남는지를 결정한다. <box>1076 170 1194 252</box>
image-strip-2 <box>574 158 636 1072</box>
old-print-image <box>1200 598 1260 660</box>
body-paragraph: 김한솔 : 한국의 앨범 반대로 나무몸의 유사하게, 또한 고향으로 출처의계의 특하는 '이동 수단'으로 인식되기도 한다. 이는 인간과 비인간의 경로를 하이라이트 하는 플라세에 흐름의를 보여주는 매티지도 하다. '우리 날개다'라는 관점에서도, 우리는 일련의고 의 대와 그 자체를 가진 지나의 중재자로서의 튜브를 이해하며, 그것이 사람과 사람, 도시와 도시 사이의 시간과 정보를 나른다는 것을 안다. 튜브는 단순한 통로가 아니라 걸러내고, 지연시키며, 조율하는 매개체이다. 튜브를 통해 흐르는 것은 물질뿐만 아니라 기억과 리듬이며, 그것은 순환하고 되돌아온다. 패션 또한 이러한 순환의 한 형태로, 과거의 형식과 재료를 현재로 불러와 다시 엮는다. 이 과정에서 튜브는 필터이자 문지기로서 무엇이 통과하고 무엇이 남는지를 결정한다. <box>640 701 760 784</box>
body-paragraph: 김한솔 : 한국의 앨범 반대로 나무몸의 유사하게, 또한 고향으로 출처의계의 특하는 '이동 수단'으로 인식되기도 한다. 이는 인간과 비인간의 경로를 하이라이트 하는 플라세에 흐름의를 보여주는 매티지도 하다. '우리 날개다'라는 관점에서도, 우리는 일련의고 의 대와 그 자체를 가진 지나의 중재자로서의 튜브를 이해하며, 그것이 사람과 사람, 도시와 도시 사이의 시간과 정보를 나른다는 것을 안다. 튜브는 단순한 통로가 아니라 걸러내고, 지연시키며, 조율하는 매개체이다. 튜브를 통해 흐르는 것은 물질뿐만 아니라 기억과 리듬이며, 그것은 순환하고 되돌아온다. 패션 또한 이러한 순환의 한 형태로, 과거의 형식과 재료를 현재로 불러와 다시 엮는다. 이 과정에서 튜브는 필터이자 문지기로서 무엇이 통과하고 무엇이 남는지를 결정한다. <box>640 255 760 337</box>
body-paragraph: 김한솔 : 한국의 앨범 반대로 나무몸의 유사하게, 또한 고향으로 출처의계의 특하는 '이동 수단'으로 인식되기도 한다. 이는 인간과 비인간의 경로를 하이라이트 하는 플라세에 흐름의를 보여주는 매티지도 하다. '우리 날개다'라는 관점에서도, 우리는 일련의고 의 대와 그 자체를 가진 지나의 중재자로서의 튜브를 이해하며, 그것이 사람과 사람, 도시와 도시 사이의 시간과 정보를 나른다는 것을 안다. 튜브는 단순한 통로가 아니라 걸러내고, 지연시키며, 조율하는 매개체이다. 튜브를 통해 흐르는 것은 물질뿐만 아니라 기억과 리듬이며, 그것은 순환하고 되돌아온다. 패션 또한 이러한 순환의 한 형태로, 과거의 형식과 재료를 현재로 불러와 다시 엮는다. 이 과정에서 튜브는 필터이자 문지기로서 무엇이 통과하고 무엇이 남는지를 결정한다. <box>1264 259 1384 342</box>
section-number: 2 <box>448 170 452 176</box>
gauge-image <box>1200 688 1260 730</box>
pipe-photo-image <box>1012 238 1072 330</box>
body-paragraph: 김한솔 : 한국의 앨범 반대로 나무몸의 유사하게, 또한 고향으로 출처의계의 특하는 '이동 수단'으로 인식되기도 한다. 이는 인간과 비인간의 경로를 하이라이트 하는 플라세에 흐름의를 보여주는 매티지도 하다. '우리 날개다'라는 관점에서도, 우리는 일련의고 의 대와 그 자체를 가진 지나의 중재자로서의 튜브를 이해하며, 그것이 사람과 사람, 도시와 도시 사이의 시간과 정보를 나른다는 것을 안다. 튜브는 단순한 통로가 아니라 걸러내고, 지연시키며, 조율하는 매개체이다. 튜브를 통해 흐르는 것은 물질뿐만 아니라 기억과 리듬이며, 그것은 순환하고 되돌아온다. 패션 또한 이러한 순환의 한 형태로, 과거의 형식과 재료를 현재로 불러와 다시 엮는다. 이 과정에서 튜브는 필터이자 문지기로서 무엇이 통과하고 무엇이 남는지를 결정한다. <box>1076 481 1194 564</box>
quote-en: Fashion is the supreme expression of that contemporary spirit. It changes constantly and remains necessarily incomplete; it is transitory, mobile, and fragmentary. This quality ties it in with the pace and rhythm of modern life. <box>1264 519 1383 552</box>
section-body <box>640 255 760 785</box>
mechanism-image <box>384 884 444 966</box>
fabric-image <box>384 434 444 481</box>
window-image <box>1012 648 1072 720</box>
patent-drawing-image <box>384 788 444 880</box>
body-paragraph: 김한솔 : 한국의 앨범 반대로 나무몸의 유사하게, 또한 고향으로 출처의계의 특하는 '이동 수단'으로 인식되기도 한다. 이는 인간과 비인간의 경로를 하이라이트 하는 플라세에 흐름의를 보여주는 매티지도 하다. '우리 날개다'라는 관점에서도, 우리는 일련의고 의 대와 그 자체를 가진 지나의 중재자로서의 튜브를 이해하며, 그것이 사람과 사람, 도시와 도시 사이의 시간과 정보를 나른다는 것을 안다. 튜브는 단순한 통로가 아니라 걸러내고, 지연시키며, 조율하는 매개체이다. 튜브를 통해 흐르는 것은 물질뿐만 아니라 기억과 리듬이며, 그것은 순환하고 되돌아온다. 패션 또한 이러한 순환의 한 형태로, 과거의 형식과 재료를 현재로 불러와 다시 엮는다. 이 과정에서 튜브는 필터이자 문지기로서 무엇이 통과하고 무엇이 남는지를 결정한다. <box>1076 259 1194 342</box>
body-paragraph: 김한솔 : 한국의 앨범 반대로 나무몸의 유사하게, 또한 고향으로 출처의계의 특하는 '이동 수단'으로 인식되기도 한다. 이는 인간과 비인간의 경로를 하이라이트 하는 플라세에 흐름의를 보여주는 매티지도 하다. '우리 날개다'라는 관점에서도, 우리는 일련의고 의 대와 그 자체를 가진 지나의 중재자로서의 튜브를 이해하며, 그것이 사람과 사람, 도시와 도시 사이의 시간과 정보를 나른다는 것을 안다. 튜브는 단순한 통로가 아니라 걸러내고, 지연시키며, 조율하는 매개체이다. 튜브를 통해 흐르는 것은 물질뿐만 아니라 기억과 리듬이며, 그것은 순환하고 되돌아온다. 패션 또한 이러한 순환의 한 형태로, 과거의 형식과 재료를 현재로 불러와 다시 엮는다. 이 과정에서 튜브는 필터이자 문지기로서 무엇이 통과하고 무엇이 남는지를 결정한다. <box>640 433 760 516</box>
internet-lead: Internet : Airport aviations windsock (바람자루) <box>888 527 990 533</box>
sketch-image <box>576 476 636 568</box>
plumbing-diagram-image <box>1012 486 1072 578</box>
section-title-en: A TUBE THAT GROWS THROUGH UNORDERED HYBRIDISATION AND CONSTANT ACCUMULATION <box>640 185 742 205</box>
red-object-image <box>576 178 636 228</box>
body-paragraph: 김한솔 : 한국의 앨범 반대로 나무몸의 유사하게, 또한 고향으로 출처의계의 특하는 '이동 수단'으로 인식되기도 한다. 이는 인간과 비인간의 경로를 하이라이트 하는 플라세에 흐름의를 보여주는 매티지도 하다. '우리 날개다'라는 관점에서도, 우리는 일련의고 의 대와 그 자체를 가진 지나의 중재자로서의 튜브를 이해하며, 그것이 사람과 사람, 도시와 도시 사이의 시간과 정보를 나른다는 것을 안다. 튜브는 단순한 통로가 아니라 걸러내고, 지연시키며, 조율하는 매개체이다. 튜브를 통해 흐르는 것은 물질뿐만 아니라 기억과 리듬이며, 그것은 순환하고 되돌아온다. 패션 또한 이러한 순환의 한 형태로, 과거의 형식과 재료를 현재로 불러와 다시 엮는다. 이 과정에서 튜브는 필터이자 문지기로서 무엇이 통과하고 무엇이 남는지를 결정한다. <box>1388 265 1496 354</box>
illustration-image <box>576 410 636 472</box>
document-image <box>1200 400 1260 472</box>
body-paragraph: 김한솔 : 한국의 앨범 반대로 나무몸의 유사하게, 또한 고향으로 출처의계의 특하는 '이동 수단'으로 인식되기도 한다. 이는 인간과 비인간의 경로를 하이라이트 하는 플라세에 흐름의를 보여주는 매티지도 하다. '우리 날개다'라는 관점에서도, 우리는 일련의고 의 대와 그 자체를 가진 지나의 중재자로서의 튜브를 이해하며, 그것이 사람과 사람, 도시와 도시 사이의 시간과 정보를 나른다는 것을 안다. 튜브는 단순한 통로가 아니라 걸러내고, 지연시키며, 조율하는 매개체이다. 튜브를 통해 흐르는 것은 물질뿐만 아니라 기억과 리듬이며, 그것은 순환하고 되돌아온다. 패션 또한 이러한 순환의 한 형태로, 과거의 형식과 재료를 현재로 불러와 다시 엮는다. 이 과정에서 튜브는 필터이자 문지기로서 무엇이 통과하고 무엇이 남는지를 결정한다. <box>1076 571 1194 654</box>
cone-object-image <box>384 702 444 784</box>
body-paragraph: 김한솔 : 한국의 앨범 반대로 나무몸의 유사하게, 또한 고향으로 출처의계의 특하는 '이동 수단'으로 인식되기도 한다. 이는 인간과 비인간의 경로를 하이라이트 하는 플라세에 흐름의를 보여주는 매티지도 하다. '우리 날개다'라는 관점에서도, 우리는 일련의고 의 대와 그 자체를 가진 지나의 중재자로서의 튜브를 이해하며, 그것이 사람과 사람, 도시와 도시 사이의 시간과 정보를 나른다는 것을 안다. 튜브는 단순한 통로가 아니라 걸러내고, 지연시키며, 조율하는 매개체이다. 튜브를 통해 흐르는 것은 물질뿐만 아니라 기억과 리듬이며, 그것은 순환하고 되돌아온다. 패션 또한 이러한 순환의 한 형태로, 과거의 형식과 재료를 현재로 불러와 다시 엮는다. 이 과정에서 튜브는 필터이자 문지기로서 무엇이 통과하고 무엇이 남는지를 결정한다. <box>764 744 872 833</box>
